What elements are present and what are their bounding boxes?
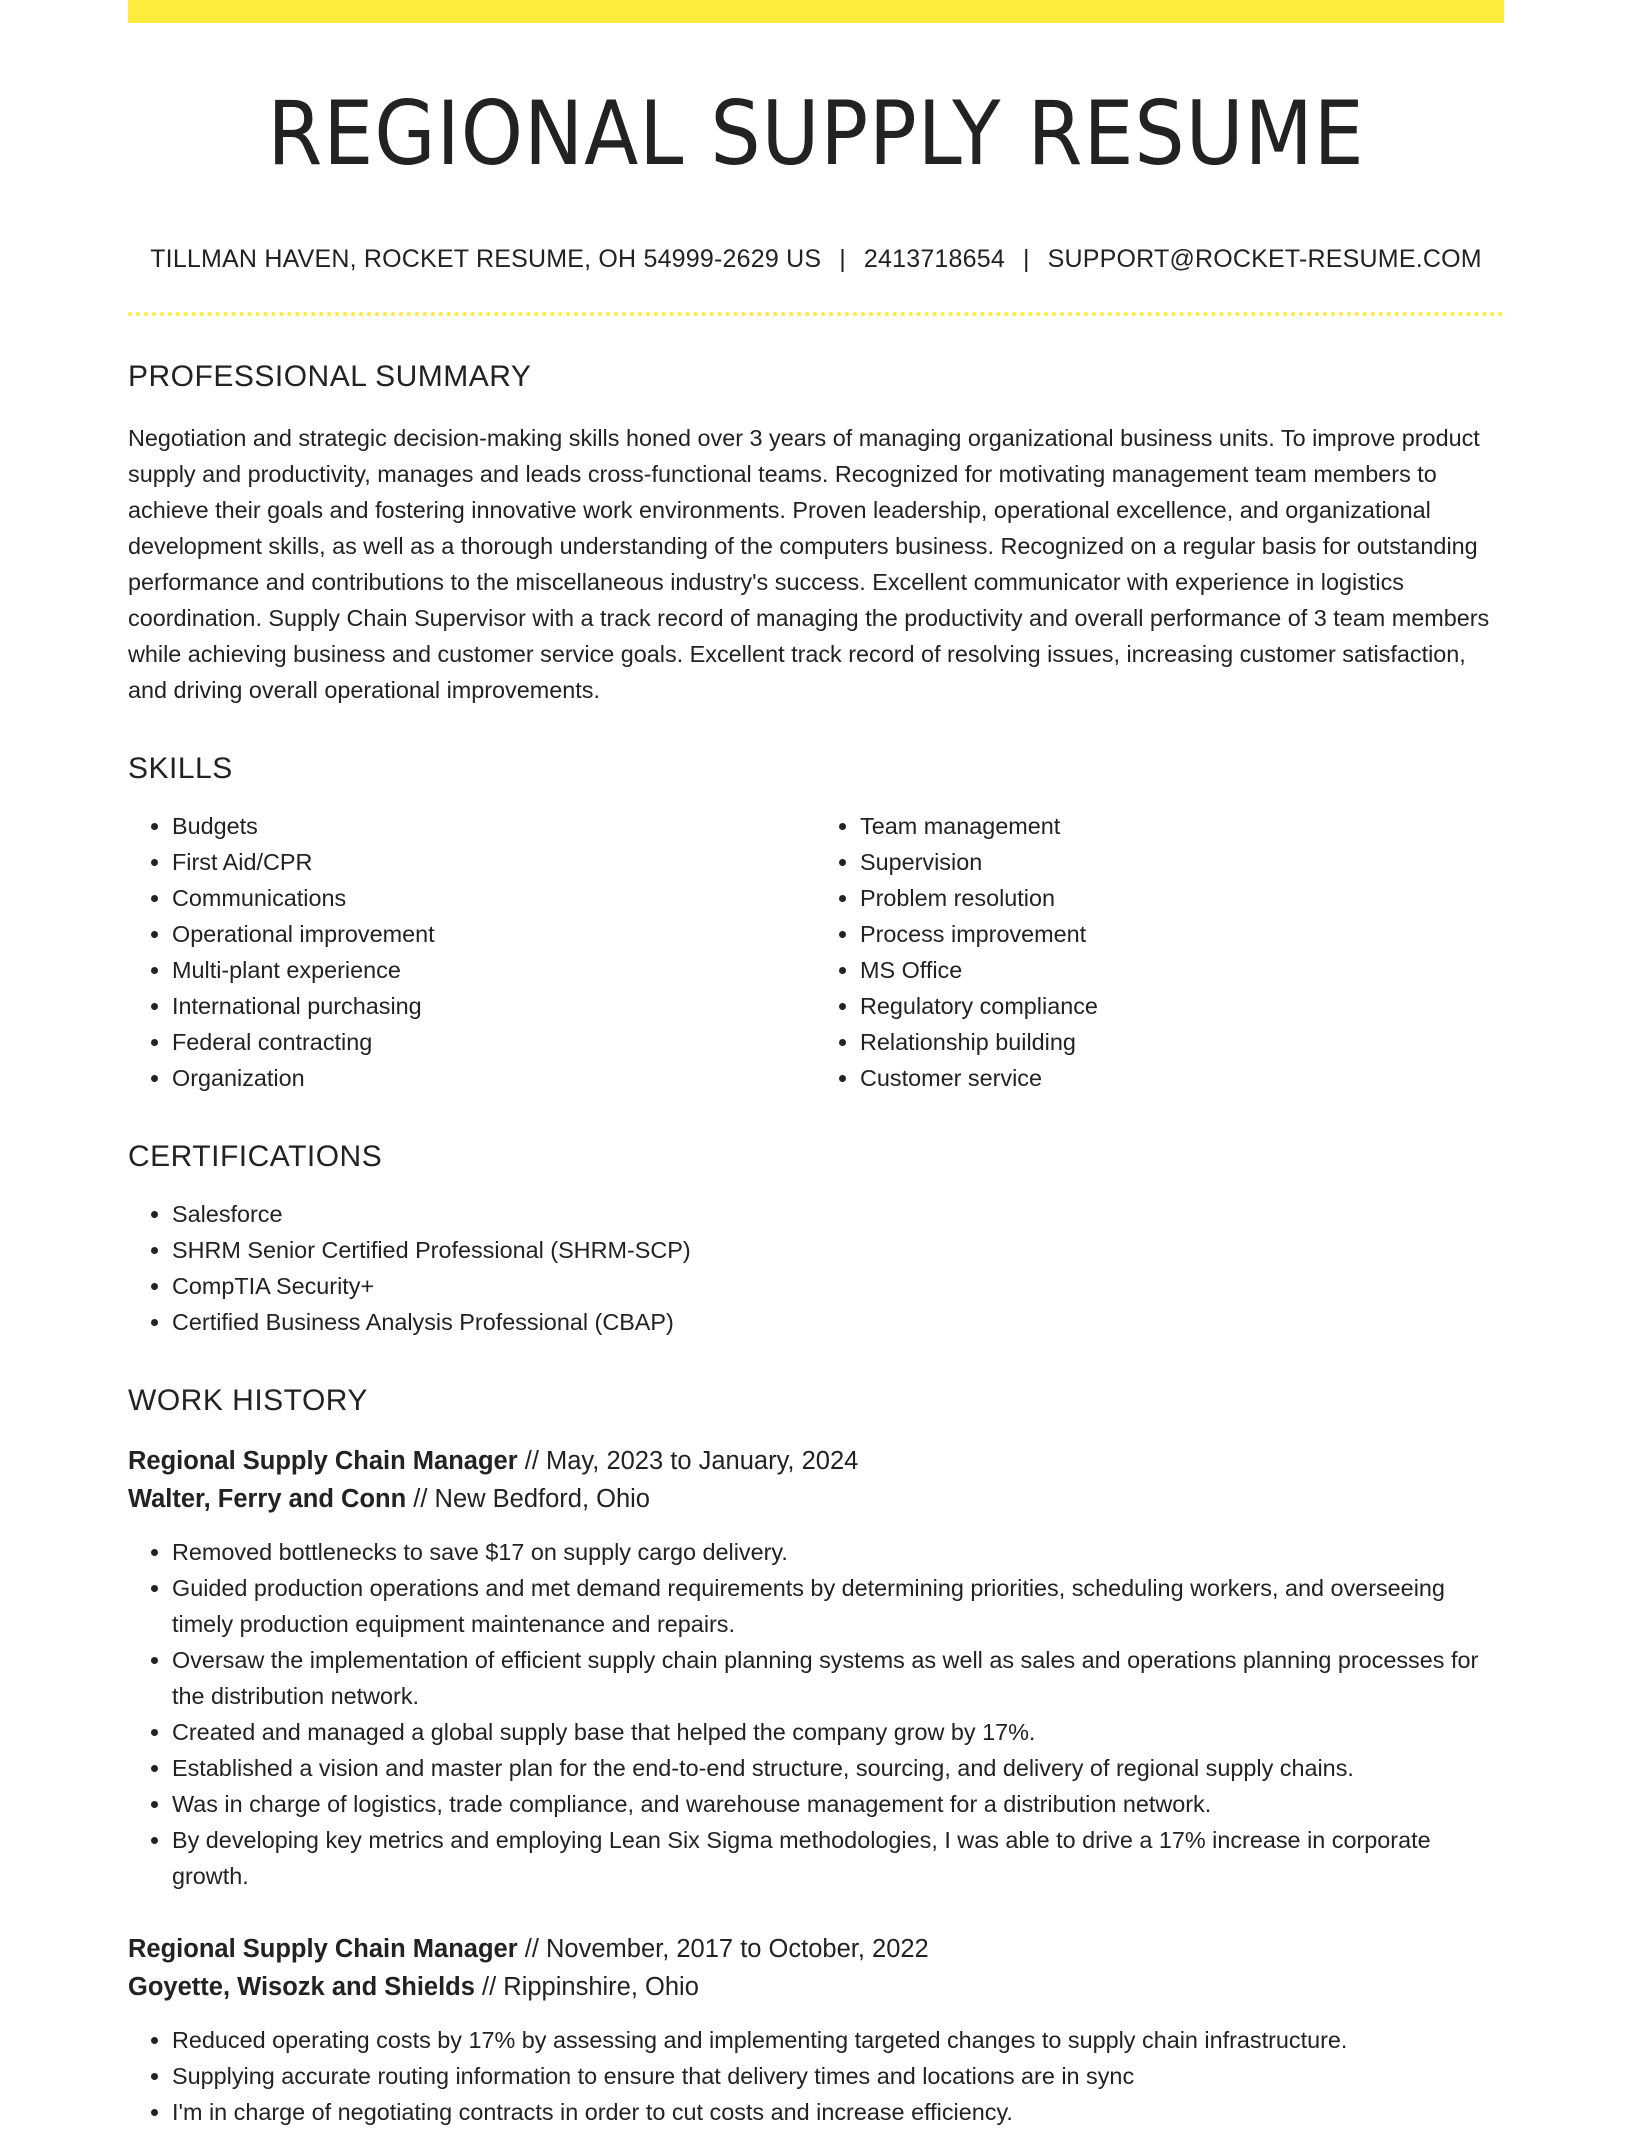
skills-columns (128, 808, 1504, 1096)
job-bullet: • Supplying accurate routing information to ensure that delivery times and locations are in sync (172, 2058, 1504, 2094)
skill-item: • Team management (860, 808, 1504, 844)
job-company: Walter, Ferry and Conn (128, 1484, 407, 1513)
job-location: // New Bedford, Ohio (413, 1484, 650, 1513)
top-accent-bar (128, 0, 1504, 23)
skill-item: • Relationship building (860, 1024, 1504, 1060)
certification-item: • Certified Business Analysis Professional (CBAP) (172, 1304, 1504, 1340)
job-title-line (128, 1442, 1504, 1480)
job-company: Goyette, Wisozk and Shields (128, 1972, 475, 2001)
job-bullet: • Reduced operating costs by 17% by assessing and implementing targeted changes to supply chain infrastructure. (172, 2022, 1504, 2058)
job-company-line (128, 1480, 1504, 1518)
certification-item: • CompTIA Security+ (172, 1268, 1504, 1304)
skill-item: • Customer service (860, 1060, 1504, 1096)
work-history-heading: WORK HISTORY (128, 1383, 368, 1417)
skill-item: • Organization (172, 1060, 816, 1096)
skills-heading: SKILLS (128, 751, 233, 785)
job-title: Regional Supply Chain Manager (128, 1934, 518, 1963)
certification-item: • SHRM Senior Certified Professional (SHRM-SCP) (172, 1232, 1504, 1268)
job-dates: // May, 2023 to January, 2024 (524, 1446, 859, 1475)
contact-separator: | (1022, 244, 1030, 273)
certification-item: • Salesforce (172, 1196, 1504, 1232)
job-bullet: • Guided production operations and met demand requirements by determining priorities, scheduling workers, and overseeing timely production equipment maintenance and repairs. (172, 1570, 1504, 1642)
skill-item: • Supervision (860, 844, 1504, 880)
job-title: Regional Supply Chain Manager (128, 1446, 518, 1475)
skill-item: • Federal contracting (172, 1024, 816, 1060)
contact-email: SUPPORT@ROCKET-RESUME.COM (1047, 244, 1482, 273)
skill-item: • Problem resolution (860, 880, 1504, 916)
job-bullet: • I'm in charge of negotiating contracts in order to cut costs and increase efficiency. (172, 2094, 1504, 2130)
skills-left-list (128, 808, 816, 1096)
job-dates: // November, 2017 to October, 2022 (524, 1934, 929, 1963)
contact-address: TILLMAN HAVEN, ROCKET RESUME, OH 54999-2629 US (150, 244, 822, 273)
job-entry (128, 1930, 1504, 2130)
job-bullets (128, 1534, 1504, 1894)
job-bullet: • Established a vision and master plan for the end-to-end structure, sourcing, and delivery of regional supply chains. (172, 1750, 1504, 1786)
skill-item: • Budgets (172, 808, 816, 844)
contact-line (128, 245, 1504, 274)
skill-item: • Process improvement (860, 916, 1504, 952)
job-bullet: • Removed bottlenecks to save $17 on supply cargo delivery. (172, 1534, 1504, 1570)
job-title-line (128, 1930, 1504, 1968)
skill-item: • Operational improvement (172, 916, 816, 952)
skills-right-list (816, 808, 1504, 1096)
contact-separator: | (839, 244, 846, 273)
summary-heading: PROFESSIONAL SUMMARY (128, 359, 532, 393)
summary-text: Negotiation and strategic decision-making skills honed over 3 years of managing organizational business units. To improve product supply and productivity, manages and leads cross-functional teams. Recognized for motivating management team members to achieve their goals and fostering innovative work environments. Proven leadership, operational excellence, and organizational development skills, as well as a thorough understanding of the computers business. Recognized on a regular basis for outstanding performance and contributions to the miscellaneous industry's success. Excellent communicator with experience in logistics coordination. Supply Chain Supervisor with a track record of managing the productivity and overall performance of 3 team members while achieving business and customer service goals. Excellent track record of resolving issues, increasing customer satisfaction, and driving overall operational improvements. (128, 424, 1490, 703)
certifications-list (128, 1196, 1504, 1340)
skill-item: • Regulatory compliance (860, 988, 1504, 1024)
job-bullets (128, 2022, 1504, 2130)
skill-item: • First Aid/CPR (172, 844, 816, 880)
job-bullet: • Was in charge of logistics, trade compliance, and warehouse management for a distribution network. (172, 1786, 1504, 1822)
job-bullet: • By developing key metrics and employing Lean Six Sigma methodologies, I was able to drive a 17% increase in corporate growth. (172, 1822, 1504, 1894)
skill-item: • Communications (172, 880, 816, 916)
job-company-line (128, 1968, 1504, 2006)
job-location: // Rippinshire, Ohio (482, 1972, 699, 2001)
contact-phone: 2413718654 (863, 244, 1005, 273)
dotted-divider (128, 312, 1504, 316)
job-entry (128, 1442, 1504, 1894)
resume-page (128, 0, 1504, 2130)
job-bullet: • Created and managed a global supply base that helped the company grow by 17%. (172, 1714, 1504, 1750)
resume-title: REGIONAL SUPPLY RESUME (267, 82, 1365, 185)
certifications-heading: CERTIFICATIONS (128, 1139, 383, 1173)
skill-item: • Multi-plant experience (172, 952, 816, 988)
job-bullet: • Oversaw the implementation of efficient supply chain planning systems as well as sales and operations planning processes for the distribution network. (172, 1642, 1504, 1714)
skill-item: • MS Office (860, 952, 1504, 988)
skill-item: • International purchasing (172, 988, 816, 1024)
